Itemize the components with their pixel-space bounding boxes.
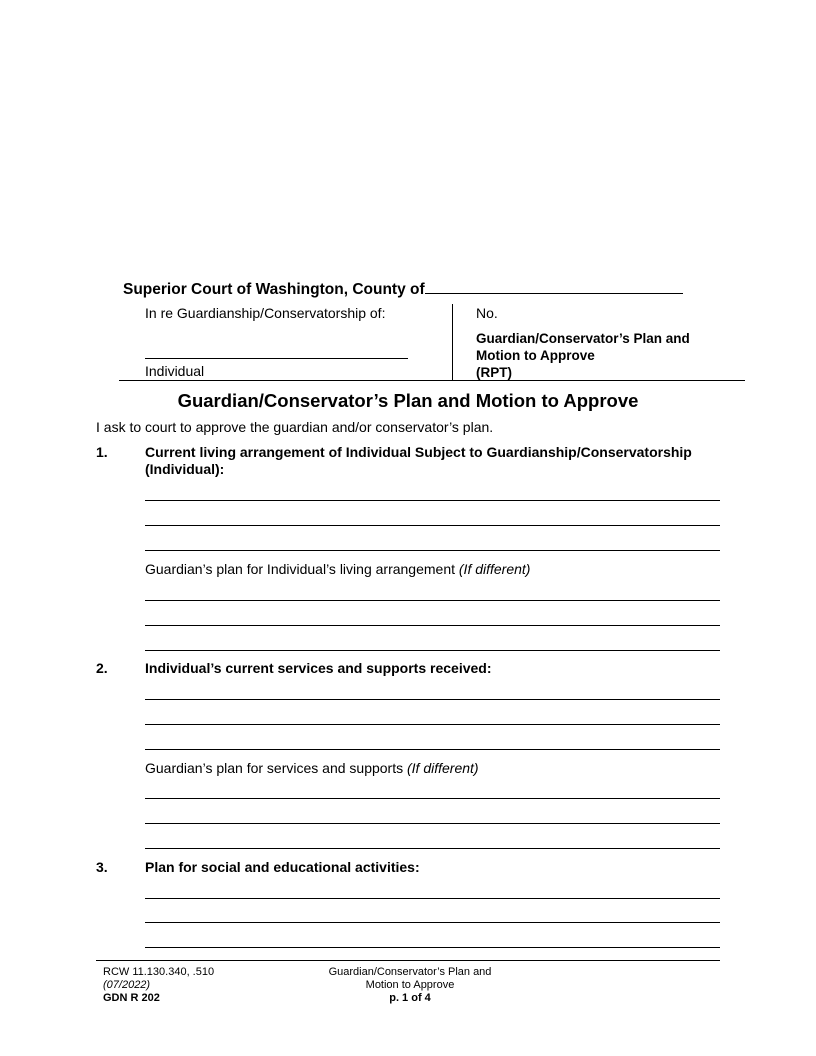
section-3-answer-line[interactable] (145, 898, 720, 899)
caption-doc-line1: Guardian/Conservator’s Plan and (476, 331, 690, 346)
section-2-answer-line[interactable] (145, 749, 720, 750)
section-2-plan-line[interactable] (145, 823, 720, 824)
footer-page-number: p. 1 of 4 (389, 992, 431, 1004)
section-2-answer-line[interactable] (145, 724, 720, 725)
caption-doc-code: (RPT) (476, 365, 512, 380)
caption-doc-line2: Motion to Approve (476, 348, 595, 363)
case-number-label: No. (476, 305, 498, 321)
court-title: Superior Court of Washington, County of (123, 278, 683, 299)
footer-form-code: GDN R 202 (103, 992, 160, 1004)
section-1-heading: Current living arrangement of Individual Subject to Guardianship/Conservatorship (Individual): (145, 444, 692, 477)
intro-text: I ask to court to approve the guardian and/or conservator’s plan. (96, 419, 494, 435)
footer-revision: (07/2022) (103, 979, 151, 991)
section-2-sub-label: Guardian’s plan for services and supports (If different) (145, 760, 479, 776)
county-field[interactable] (425, 278, 683, 294)
caption-document-title (476, 330, 736, 381)
section-1-sub-label: Guardian’s plan for Individual’s living arrangement (If different) (145, 561, 531, 577)
individual-label: Individual (145, 363, 205, 379)
section-3-number: 3. (96, 859, 108, 875)
footer-rule (96, 960, 720, 961)
section-2-number: 2. (96, 660, 108, 676)
section-1-plan-line[interactable] (145, 650, 720, 651)
section-1-answer-line[interactable] (145, 550, 720, 551)
individual-name-field[interactable] (145, 358, 408, 359)
footer-form-info (103, 966, 214, 1005)
caption-bottom-rule (119, 380, 745, 381)
footer-title: Guardian/Conservator’s Plan and Motion to Approve p. 1 of 4 (305, 966, 515, 1005)
section-1-answer-line[interactable] (145, 500, 720, 501)
section-1-plan-line[interactable] (145, 600, 720, 601)
caption-divider (452, 304, 453, 381)
section-1-plan-line[interactable] (145, 625, 720, 626)
section-3-answer-line[interactable] (145, 947, 720, 948)
section-2-plan-line[interactable] (145, 848, 720, 849)
section-2-heading: Individual’s current services and supports received: (145, 660, 492, 676)
section-1-answer-line[interactable] (145, 525, 720, 526)
section-2-plan-line[interactable] (145, 798, 720, 799)
section-1-number: 1. (96, 444, 108, 460)
in-re-label: In re Guardianship/Conservatorship of: (145, 305, 386, 321)
section-2-answer-line[interactable] (145, 699, 720, 700)
section-3-heading: Plan for social and educational activities: (145, 859, 420, 875)
footer-statute: RCW 11.130.340, .510 (103, 966, 215, 978)
section-3-answer-line[interactable] (145, 922, 720, 923)
page-title: Guardian/Conservator’s Plan and Motion to Approve (177, 390, 639, 411)
